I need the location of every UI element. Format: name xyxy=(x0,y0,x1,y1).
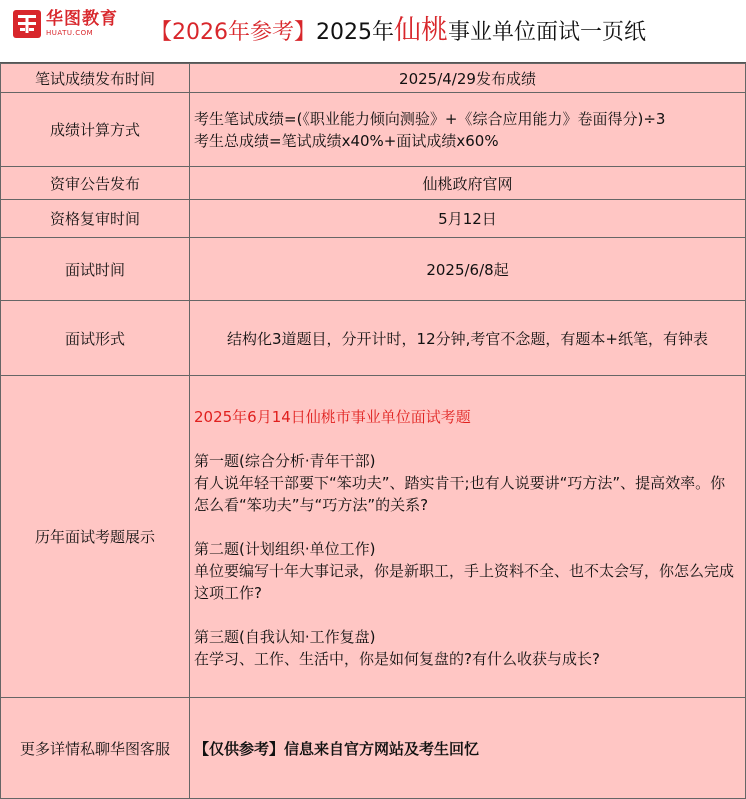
title-part1: 2025年 xyxy=(316,20,394,45)
label-interview-form: 面试形式 xyxy=(1,301,190,376)
page-header xyxy=(0,0,746,63)
brand-logo xyxy=(12,8,130,40)
label-interview-time: 面试时间 xyxy=(1,238,190,301)
title-prefix: 【2026年参考】 xyxy=(150,20,316,45)
calc-line-written: 考生笔试成绩=(《职业能力倾向测验》+《综合应用能力》卷面得分)÷3 xyxy=(194,109,666,128)
brand-site: HUATU.COM xyxy=(46,29,94,37)
title-part2: 事业单位面试一页纸 xyxy=(448,20,647,45)
q2-title: 第二题(计划组织·单位工作) xyxy=(194,539,376,558)
row-publish xyxy=(1,64,746,93)
history-questions xyxy=(190,376,746,698)
value-notice: 仙桃政府官网 xyxy=(190,167,746,200)
row-interview-time xyxy=(1,238,746,301)
brand-name: 华图教育 xyxy=(46,9,118,29)
value-publish: 2025/4/29发布成绩 xyxy=(190,64,746,93)
label-calc: 成绩计算方式 xyxy=(1,93,190,167)
row-more xyxy=(1,698,746,799)
calc-line-total: 考生总成绩=笔试成绩x40%+面试成绩x60% xyxy=(194,131,499,150)
page-title xyxy=(150,14,646,50)
row-interview-form xyxy=(1,301,746,376)
label-review: 资格复审时间 xyxy=(1,200,190,238)
q3-text: 在学习、工作、生活中，你是如何复盘的?有什么收获与成长? xyxy=(194,649,600,668)
label-notice: 资审公告发布 xyxy=(1,167,190,200)
history-heading: 2025年6月14日仙桃市事业单位面试考题 xyxy=(194,407,471,426)
value-interview-form: 结构化3道题目，分开计时，12分钟,考官不念题，有题本+纸笔，有钟表 xyxy=(190,301,746,376)
label-more: 更多详情私聊华图客服 xyxy=(1,698,190,799)
q3-title: 第三题(自我认知·工作复盘) xyxy=(194,627,376,646)
row-review xyxy=(1,200,746,238)
title-highlight: 仙桃 xyxy=(394,15,448,46)
value-calc xyxy=(190,93,746,167)
row-notice xyxy=(1,167,746,200)
info-table xyxy=(0,63,746,799)
q2-text: 单位要编写十年大事记录，你是新职工，手上资料不全、也不太会写，你怎么完成这项工作? xyxy=(194,561,735,602)
value-interview-time: 2025/6/8起 xyxy=(190,238,746,301)
label-history: 历年面试考题展示 xyxy=(1,376,190,698)
row-calc xyxy=(1,93,746,167)
label-publish: 笔试成绩发布时间 xyxy=(1,64,190,93)
q1-title: 第一题(综合分析·青年干部) xyxy=(194,451,376,470)
value-review: 5月12日 xyxy=(190,200,746,238)
value-more: 【仅供参考】信息来自官方网站及考生回忆 xyxy=(190,698,746,799)
huatu-logo-icon xyxy=(12,9,42,39)
q1-text: 有人说年轻干部要下“笨功夫”、踏实肯干;也有人说要讲“巧方法”、提高效率。你怎么看“笨功夫”与“巧方法”的关系? xyxy=(194,473,726,514)
row-history xyxy=(1,376,746,698)
